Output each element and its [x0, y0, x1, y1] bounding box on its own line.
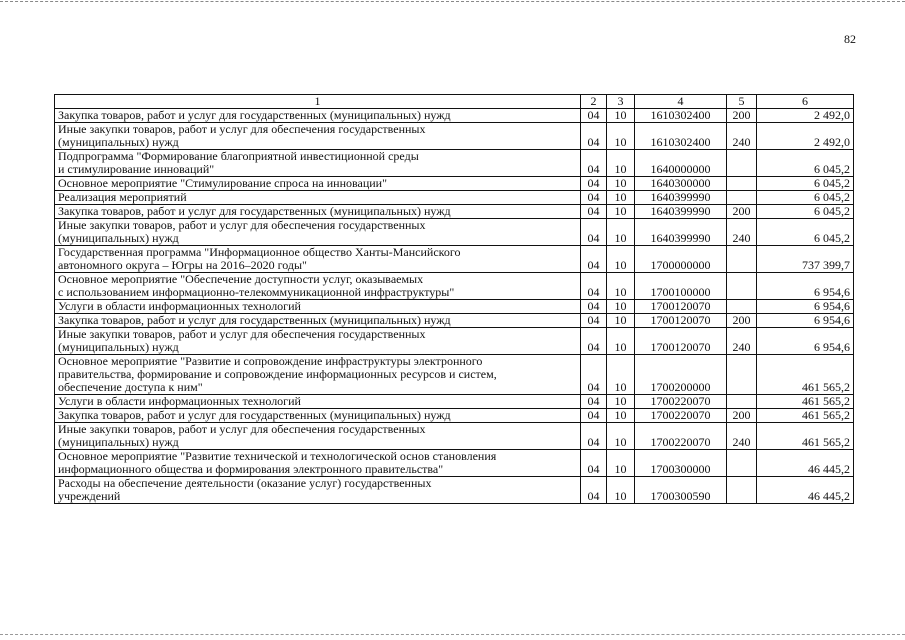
- header-row: [55, 95, 854, 109]
- row-section: 04: [581, 423, 607, 450]
- row-name-line: Закупка товаров, работ и услуг для государственных (муниципальных) нужд: [58, 313, 451, 327]
- row-target-article: 1700000000: [635, 246, 727, 273]
- row-subsection: 10: [607, 409, 635, 423]
- table-row: [55, 246, 854, 273]
- row-amount: 6 045,2: [757, 205, 854, 219]
- row-name: [55, 355, 581, 395]
- row-name-line: Иные закупки товаров, работ и услуг для обеспечения государственных: [58, 218, 426, 232]
- row-target-article: 1700300590: [635, 477, 727, 504]
- table-body: [55, 109, 854, 504]
- row-target-article: 1610302400: [635, 109, 727, 123]
- row-amount: 46 445,2: [757, 450, 854, 477]
- row-subsection: 10: [607, 355, 635, 395]
- row-target-article: 1700300000: [635, 450, 727, 477]
- row-subsection: 10: [607, 205, 635, 219]
- row-name-line: (муниципальных) нужд: [58, 435, 179, 449]
- row-subsection: 10: [607, 423, 635, 450]
- row-amount: 461 565,2: [757, 395, 854, 409]
- row-section: 04: [581, 191, 607, 205]
- row-subsection: 10: [607, 300, 635, 314]
- row-subsection: 10: [607, 191, 635, 205]
- row-target-article: 1700200000: [635, 355, 727, 395]
- row-expense-type: [727, 191, 757, 205]
- row-amount: 6 954,6: [757, 300, 854, 314]
- table-row: [55, 150, 854, 177]
- table-row: [55, 477, 854, 504]
- row-expense-type: [727, 395, 757, 409]
- row-section: 04: [581, 300, 607, 314]
- row-name-line: Основное мероприятие "Обеспечение доступности услуг, оказываемых: [58, 272, 424, 286]
- row-target-article: 1640000000: [635, 150, 727, 177]
- row-section: 04: [581, 150, 607, 177]
- column-header-subsection: 3: [607, 95, 635, 109]
- row-section: 04: [581, 314, 607, 328]
- row-target-article: 1700100000: [635, 273, 727, 300]
- column-header-expense-type: 5: [727, 95, 757, 109]
- row-name-line: обеспечение доступа к ним": [58, 380, 203, 394]
- row-target-article: 1700220070: [635, 423, 727, 450]
- row-name-line: (муниципальных) нужд: [58, 231, 179, 245]
- budget-table: [54, 94, 854, 504]
- column-header-amount: 6: [757, 95, 854, 109]
- row-expense-type: 200: [727, 314, 757, 328]
- row-name: [55, 246, 581, 273]
- row-name: [55, 123, 581, 150]
- table-row: [55, 123, 854, 150]
- row-name-line: информационного общества и формирования электронного правительства": [58, 462, 444, 476]
- row-target-article: 1700220070: [635, 409, 727, 423]
- row-subsection: 10: [607, 395, 635, 409]
- row-target-article: 1700120070: [635, 314, 727, 328]
- row-expense-type: 240: [727, 328, 757, 355]
- row-name-line: Закупка товаров, работ и услуг для государственных (муниципальных) нужд: [58, 204, 451, 218]
- row-subsection: 10: [607, 246, 635, 273]
- table-row: [55, 328, 854, 355]
- row-name: [55, 477, 581, 504]
- row-section: 04: [581, 273, 607, 300]
- row-amount: 6 045,2: [757, 177, 854, 191]
- row-subsection: 10: [607, 123, 635, 150]
- row-expense-type: 240: [727, 219, 757, 246]
- top-scan-edge: [0, 1, 905, 2]
- row-name: [55, 219, 581, 246]
- row-amount: 6 045,2: [757, 191, 854, 205]
- row-target-article: 1640399990: [635, 219, 727, 246]
- row-amount: 2 492,0: [757, 109, 854, 123]
- row-subsection: 10: [607, 328, 635, 355]
- row-subsection: 10: [607, 109, 635, 123]
- row-name: [55, 423, 581, 450]
- row-name: [55, 273, 581, 300]
- table-row: [55, 314, 854, 328]
- row-amount: 6 954,6: [757, 314, 854, 328]
- row-amount: 6 045,2: [757, 150, 854, 177]
- row-subsection: 10: [607, 177, 635, 191]
- table-row: [55, 205, 854, 219]
- row-expense-type: 240: [727, 123, 757, 150]
- row-subsection: 10: [607, 477, 635, 504]
- row-section: 04: [581, 477, 607, 504]
- row-name-line: (муниципальных) нужд: [58, 340, 179, 354]
- row-name-line: с использованием информационно-телекоммуникационной инфраструктуры": [58, 285, 455, 299]
- row-name-line: автономного округа – Югры на 2016–2020 годы": [58, 258, 307, 272]
- row-section: 04: [581, 409, 607, 423]
- row-expense-type: [727, 246, 757, 273]
- row-amount: 461 565,2: [757, 423, 854, 450]
- row-name-line: Услуги в области информационных технологий: [58, 299, 301, 313]
- row-subsection: 10: [607, 219, 635, 246]
- row-expense-type: 200: [727, 409, 757, 423]
- row-name-line: Основное мероприятие "Стимулирование спроса на инновации": [58, 176, 387, 190]
- row-name: [55, 205, 581, 219]
- table-row: [55, 355, 854, 395]
- row-section: 04: [581, 109, 607, 123]
- row-expense-type: [727, 177, 757, 191]
- row-name: [55, 409, 581, 423]
- row-name-line: учреждений: [58, 489, 121, 503]
- row-name: [55, 328, 581, 355]
- row-section: 04: [581, 177, 607, 191]
- row-name-line: Иные закупки товаров, работ и услуг для обеспечения государственных: [58, 422, 426, 436]
- table-row: [55, 450, 854, 477]
- bottom-scan-edge: [0, 634, 905, 635]
- row-name: [55, 191, 581, 205]
- row-name-line: Иные закупки товаров, работ и услуг для обеспечения государственных: [58, 122, 426, 136]
- row-subsection: 10: [607, 314, 635, 328]
- row-section: 04: [581, 450, 607, 477]
- row-amount: 2 492,0: [757, 123, 854, 150]
- row-expense-type: [727, 355, 757, 395]
- row-expense-type: 200: [727, 205, 757, 219]
- row-target-article: 1640300000: [635, 177, 727, 191]
- page-number: 82: [844, 32, 856, 46]
- row-name-line: Основное мероприятие "Развитие и сопровождение инфраструктуры электронного: [58, 354, 483, 368]
- table-row: [55, 409, 854, 423]
- row-name-line: Услуги в области информационных технологий: [58, 394, 301, 408]
- row-name: [55, 150, 581, 177]
- table-row: [55, 177, 854, 191]
- row-amount: 46 445,2: [757, 477, 854, 504]
- row-name-line: Основное мероприятие "Развитие технической и технологической основ становления: [58, 449, 497, 463]
- row-name-line: правительства, формирование и сопровождение информационных ресурсов и систем,: [58, 367, 497, 381]
- row-section: 04: [581, 246, 607, 273]
- row-amount: 461 565,2: [757, 355, 854, 395]
- row-expense-type: 200: [727, 109, 757, 123]
- column-header-name: 1: [55, 95, 581, 109]
- row-section: 04: [581, 205, 607, 219]
- row-section: 04: [581, 123, 607, 150]
- row-amount: 461 565,2: [757, 409, 854, 423]
- row-target-article: 1700220070: [635, 395, 727, 409]
- row-name-line: Реализация мероприятий: [58, 190, 187, 204]
- row-name-line: Иные закупки товаров, работ и услуг для обеспечения государственных: [58, 327, 426, 341]
- row-name-line: Подпрограмма "Формирование благоприятной инвестиционной среды: [58, 149, 419, 163]
- row-amount: 737 399,7: [757, 246, 854, 273]
- row-target-article: 1610302400: [635, 123, 727, 150]
- row-name: [55, 300, 581, 314]
- row-target-article: 1700120070: [635, 328, 727, 355]
- column-header-target-article: 4: [635, 95, 727, 109]
- row-amount: 6 045,2: [757, 219, 854, 246]
- column-header-section: 2: [581, 95, 607, 109]
- row-name-line: Закупка товаров, работ и услуг для государственных (муниципальных) нужд: [58, 108, 451, 122]
- row-expense-type: [727, 150, 757, 177]
- row-target-article: 1640399990: [635, 205, 727, 219]
- row-section: 04: [581, 219, 607, 246]
- table-row: [55, 219, 854, 246]
- row-name-line: Расходы на обеспечение деятельности (оказание услуг) государственных: [58, 476, 432, 490]
- table-row: [55, 423, 854, 450]
- table-row: [55, 300, 854, 314]
- row-name: [55, 109, 581, 123]
- row-section: 04: [581, 395, 607, 409]
- row-name-line: и стимулирование инноваций": [58, 162, 215, 176]
- row-name: [55, 395, 581, 409]
- row-expense-type: [727, 477, 757, 504]
- row-expense-type: [727, 273, 757, 300]
- table-row: [55, 395, 854, 409]
- row-section: 04: [581, 355, 607, 395]
- row-subsection: 10: [607, 273, 635, 300]
- row-name-line: (муниципальных) нужд: [58, 135, 179, 149]
- row-amount: 6 954,6: [757, 328, 854, 355]
- row-section: 04: [581, 328, 607, 355]
- row-expense-type: 240: [727, 423, 757, 450]
- table-row: [55, 273, 854, 300]
- row-name-line: Государственная программа "Информационное общество Ханты-Мансийского: [58, 245, 461, 259]
- row-target-article: 1640399990: [635, 191, 727, 205]
- table-row: [55, 109, 854, 123]
- row-expense-type: [727, 300, 757, 314]
- row-target-article: 1700120070: [635, 300, 727, 314]
- row-expense-type: [727, 450, 757, 477]
- row-name: [55, 450, 581, 477]
- row-subsection: 10: [607, 150, 635, 177]
- table-row: [55, 191, 854, 205]
- row-name-line: Закупка товаров, работ и услуг для государственных (муниципальных) нужд: [58, 408, 451, 422]
- row-name: [55, 314, 581, 328]
- row-name: [55, 177, 581, 191]
- row-amount: 6 954,6: [757, 273, 854, 300]
- row-subsection: 10: [607, 450, 635, 477]
